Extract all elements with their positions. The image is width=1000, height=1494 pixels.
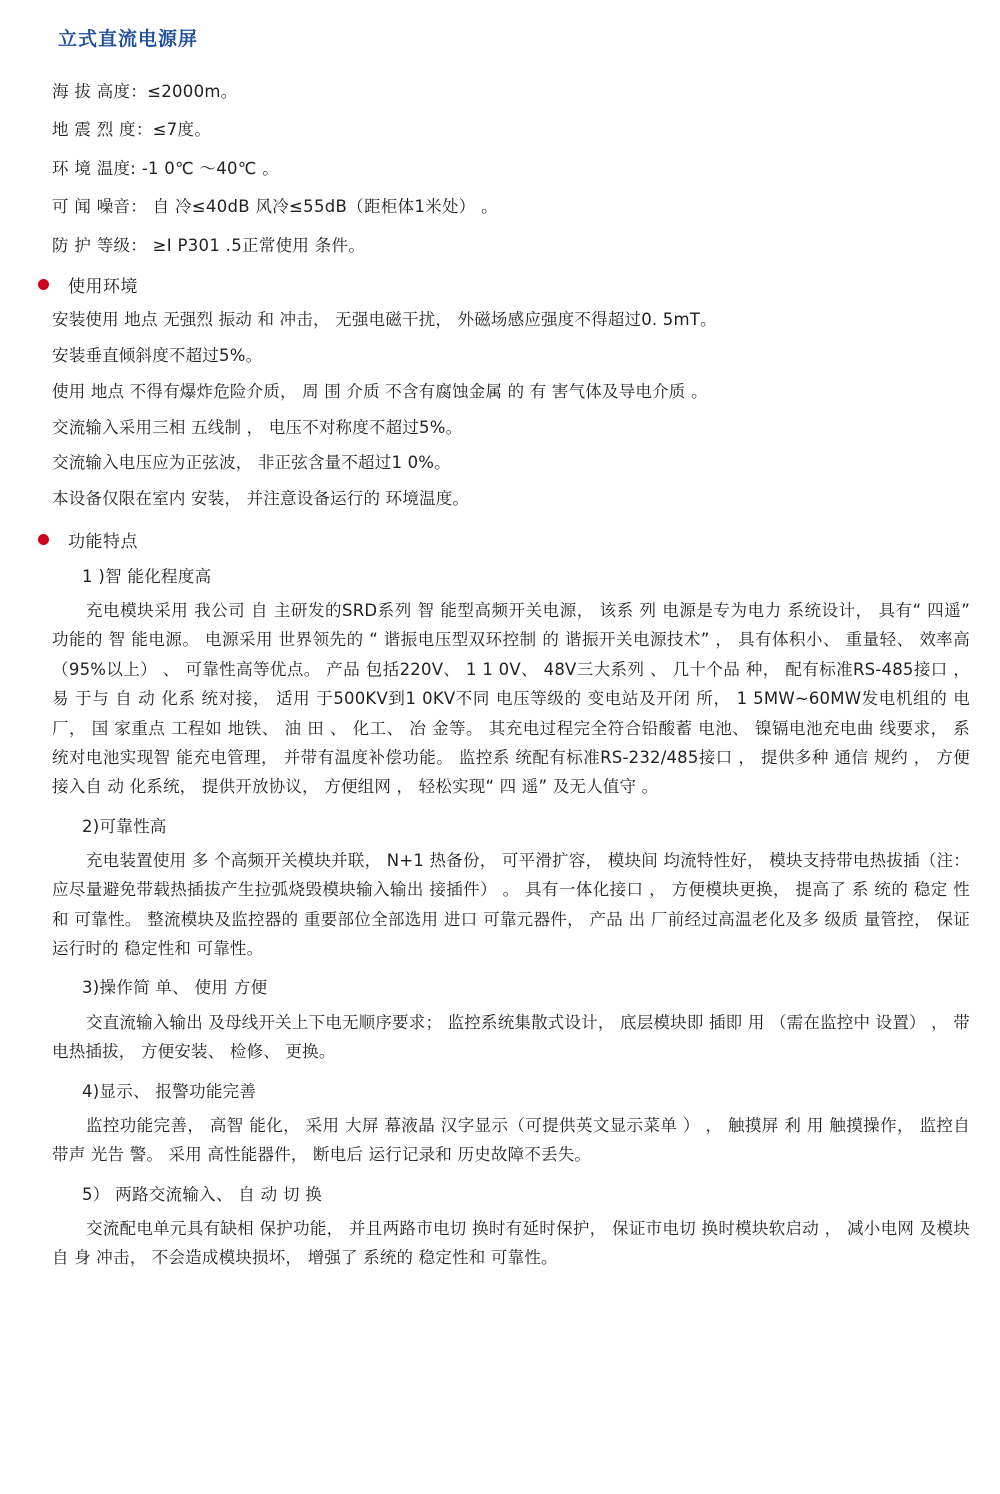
feature-heading: 4)显示、 报警功能完善 [82,1081,257,1101]
paragraph: 安装垂直倾斜度不超过5%。 [52,346,263,366]
feature-body: 交流配电单元具有缺相 保护功能， 并且两路市电切 换时有延时保护， 保证市电切 换时模块软启动 ， 减小电网 及模块自 身 冲击， 不会造成模块损坏， 增强了 系统的 稳定性和 可靠性。 [52,1219,970,1268]
feature-heading: 2)可靠性高 [82,816,167,836]
feature-item [30,975,970,1066]
section-heading-usage-environment [30,272,970,297]
feature-body: 充电装置使用 多 个高频开关模块并联， N+1 热备份， 可平滑扩容， 模块间 均流特性好， 模块支持带电热拔插（注： 应尽量避免带载热插拔产生拉弧烧毁模块输入输出 接插件） 。 具有一体化接口 ， 方便模块更换， 提高了 系 统的 稳定 性和 可靠性。 整流模块及监控器的 重要部位全部选用 进口 可靠元器件， 产品 出 厂前经过高温老化及多 级质 量管控， 保证运行时的 稳定性和 可靠性。 [52,851,970,959]
spec-item: 环 境 温度: -1 0℃ ～40℃ 。 [52,158,280,178]
feature-heading: 1 )智 能化程度高 [82,566,212,586]
bullet-dot-icon [38,279,49,290]
section-heading-function-features [30,527,970,552]
paragraph: 交流输入采用三相 五线制 ， 电压不对称度不超过5%。 [52,417,463,437]
spec-item: 防 护 等级： ≥I P301 .5正常使用 条件。 [52,235,366,255]
paragraph: 本设备仅限在室内 安装， 并注意设备运行的 环境温度。 [52,489,470,508]
feature-item [30,564,970,802]
spec-item: 地 震 烈 度：≤7度。 [52,120,212,140]
feature-heading: 5） 两路交流输入、 自 动 切 换 [82,1184,323,1204]
feature-item [30,1079,970,1170]
feature-heading: 3)操作简 单、 使用 方便 [82,978,268,998]
feature-body: 充电模块采用 我公司 自 主研发的SRD系列 智 能型高频开关电源， 该系 列 电源是专为电力 系统设计， 具有“ 四遥” 功能的 智 能电源。 电源采用 世界领先的 “ 谐振电压型双环控制 的 谐振开关电源技术” ， 具有体积小、 重量轻、 效率高（95%以上） 、 可靠性高等优点。 产品 包括220V、 1 1 0V、 48V三大系列 、 几十个品 种， 配有标准RS-485接口 ， 易 于与 自 动 化系 统对接， 适用 于500KV到1 0KV不同 电压等级的 变电站及开闭 所， 1 5MW~60MW发电机组的 电厂， 国 家重点 工程如 地铁、 油 田 、 化工、 冶 金等。 其充电过程完全符合铅酸蓄 电池、 镍镉电池充电曲 线要求， 系 统对电池实现智 能充电管理， 并带有温度补偿功能。 监控系 统配有标准RS-232/485接口 ， 提供多种 通信 规约 ， 方便接入自 动 化系统， 提供开放协议， 方便组网 ， 轻松实现“ 四 遥” 及无人值守 。 [52,601,970,797]
feature-item [30,1182,970,1273]
paragraph: 使用 地点 不得有爆炸危险介质， 周 围 介质 不含有腐蚀金属 的 有 害气体及导电介质 。 [52,381,708,401]
feature-body: 监控功能完善， 高智 能化， 采用 大屏 幕液晶 汉字显示（可提供英文显示菜单 ） ， 触摸屏 利 用 触摸操作， 监控自 带声 光告 警。 采用 高性能器件， 断电后 运行记录和 历史故障不丢失。 [52,1115,970,1165]
specification-list [52,79,970,259]
spec-item: 海 拔 高度：≤2000m。 [52,81,238,101]
section-heading-label: 功能特点 [68,531,138,552]
paragraph: 交流输入电压应为正弦波， 非正弦含量不超过1 0%。 [52,453,451,473]
feature-body: 交直流输入输出 及母线开关上下电无顺序要求； 监控系统集散式设计， 底层模块即 插即 用 （需在监控中 设置） ， 带电热插拔， 方便安装、 检修、 更换。 [52,1012,971,1062]
paragraph: 安装使用 地点 无强烈 振动 和 冲击， 无强电磁干扰， 外磁场感应强度不得超过0. 5mT。 [52,310,717,330]
spec-item: 可 闻 噪音： 自 冷≤40dB 风冷≤55dB（距柜体1米处） 。 [52,197,498,217]
bullet-dot-icon [38,534,49,545]
page-title: 立式直流电源屏 [58,28,199,50]
section-heading-label: 使用环境 [68,277,138,298]
feature-item [30,814,970,964]
